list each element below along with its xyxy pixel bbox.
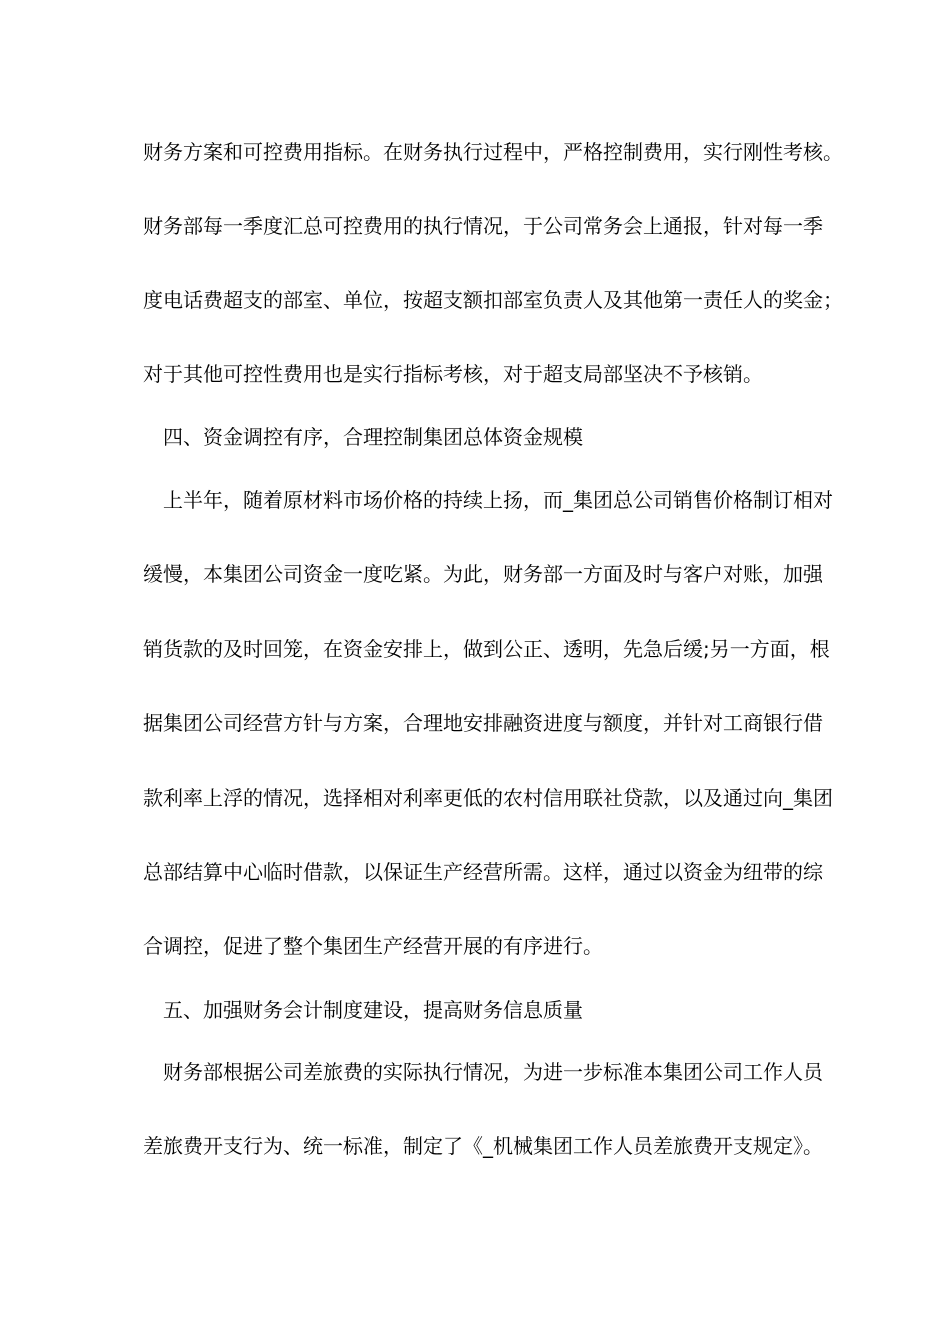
body-text-line: 总部结算中心临时借款，以保证生产经营所需。这样，通过以资金为纽带的综	[143, 860, 823, 884]
body-text-line: 款利率上浮的情况，选择相对利率更低的农村信用联社贷款，以及通过向_集团	[143, 786, 833, 810]
body-text-line: 合调控，促进了整个集团生产经营开展的有序进行。	[143, 934, 603, 958]
body-text-line: 上半年，随着原材料市场价格的持续上扬，而_集团总公司销售价格制订相对	[163, 488, 833, 512]
body-text-line: 对于其他可控性费用也是实行指标考核，对于超支局部坚决不予核销。	[143, 362, 763, 386]
body-text-line: 销货款的及时回笼，在资金安排上，做到公正、透明，先急后缓;另一方面，根	[143, 637, 830, 661]
body-text-line: 财务部根据公司差旅费的实际执行情况，为进一步标准本集团公司工作人员	[163, 1060, 823, 1084]
section-heading-5: 五、加强财务会计制度建设，提高财务信息质量	[163, 998, 583, 1022]
body-text-line: 缓慢，本集团公司资金一度吃紧。为此，财务部一方面及时与客户对账，加强	[143, 562, 823, 586]
body-text-line: 差旅费开支行为、统一标准，制定了《_机械集团工作人员差旅费开支规定》。	[143, 1134, 823, 1158]
section-heading-4: 四、资金调控有序，合理控制集团总体资金规模	[163, 425, 583, 449]
body-text-line: 财务部每一季度汇总可控费用的执行情况，于公司常务会上通报，针对每一季	[143, 214, 823, 238]
body-text-line: 财务方案和可控费用指标。在财务执行过程中，严格控制费用，实行刚性考核。	[143, 140, 843, 164]
body-text-line: 据集团公司经营方针与方案，合理地安排融资进度与额度，并针对工商银行借	[143, 711, 823, 735]
body-text-line: 度电话费超支的部室、单位，按超支额扣部室负责人及其他第一责任人的奖金；	[143, 288, 843, 312]
